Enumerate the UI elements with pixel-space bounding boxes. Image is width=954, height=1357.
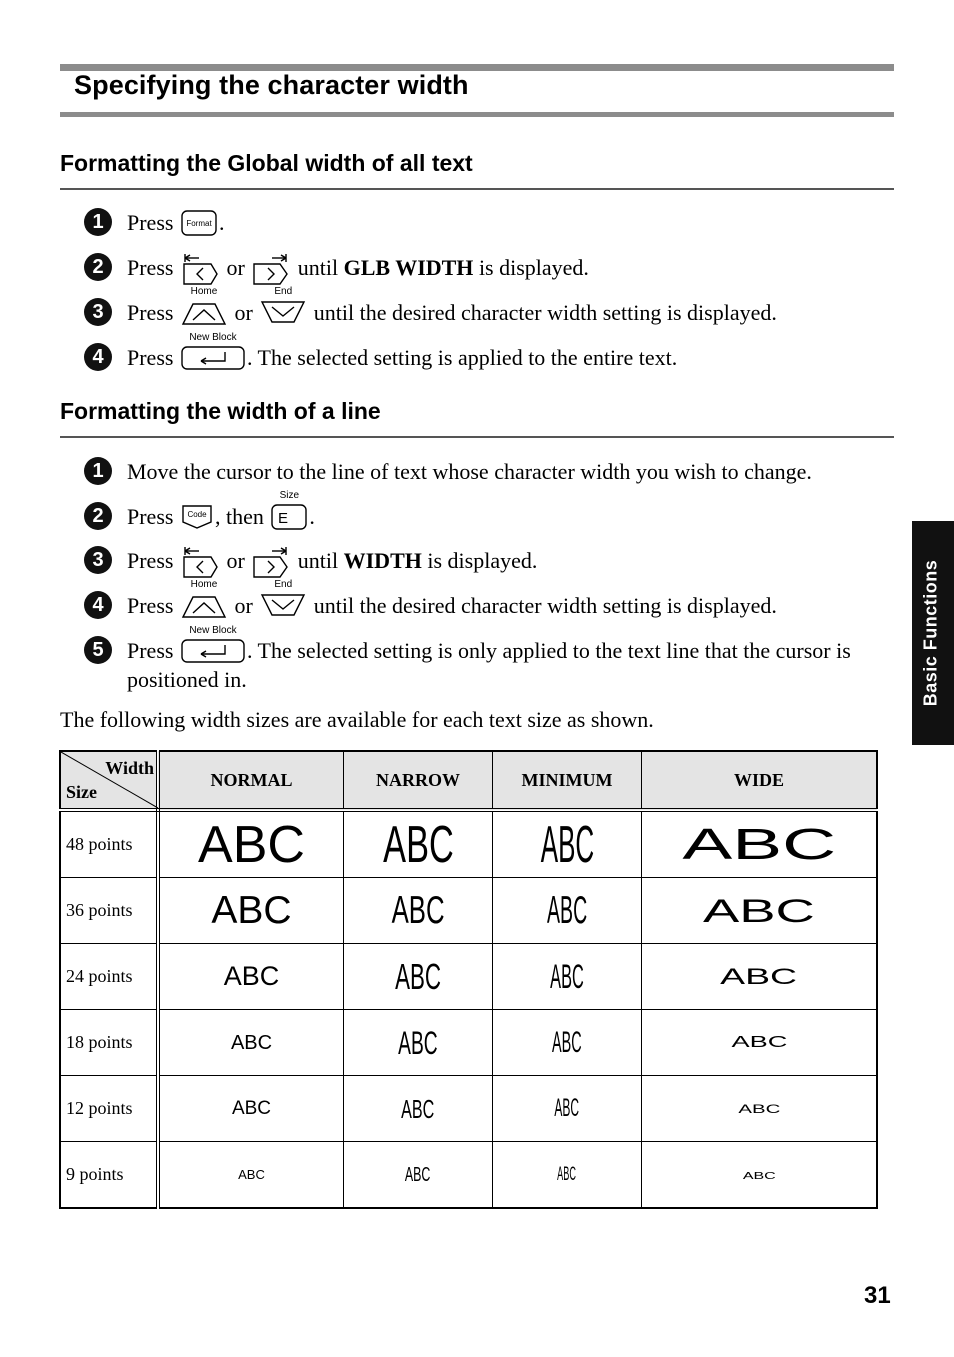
step-text: or [226,255,245,281]
step-number: 4 [84,591,112,619]
line-step-2 [127,489,315,532]
down-arrow-key-icon [260,578,306,619]
step-number: 1 [84,457,112,485]
line-step-4 [127,578,777,621]
line-step-5 [127,624,851,665]
step-text: . The selected setting is only applied to the text line that the cursor is [246,638,851,663]
home-key-label: Home [190,285,218,297]
step-text: or [226,548,245,574]
step-text: Press [127,593,174,618]
sample-normal: ABC [158,1076,344,1142]
section-tab-label: Basic Functions [920,559,941,707]
sample-narrow: ABC [344,1010,493,1076]
line-rule [60,436,894,438]
step-bold-text: WIDTH [343,548,422,574]
width-table [59,750,878,1209]
step-text: . The selected setting is applied to the entire text. [246,345,678,370]
column-header-minimum: MINIMUM [493,751,642,810]
step-number: 2 [84,253,112,281]
step-number: 3 [84,546,112,574]
step-text: until [297,548,339,574]
line-step-1: Move the cursor to the line of text whose character width you wish to change. [127,459,812,484]
step-number: 4 [84,343,112,371]
sample-normal: ABC [158,1142,344,1209]
column-header-narrow: NARROW [344,751,493,810]
step-text: until [297,255,339,281]
global-step-2 [127,253,589,287]
page-number: 31 [864,1282,891,1309]
e-key-label: E [278,509,289,527]
sample-normal: ABC [158,944,344,1010]
sample-normal: ABC [158,810,344,878]
enter-key-icon [181,624,245,663]
step-text: Press [127,504,174,529]
step-text: . [218,210,225,235]
size-label: 12 points [60,1076,158,1142]
global-step-3 [127,285,777,328]
size-label: 24 points [60,944,158,1010]
step-text: Press [127,638,174,663]
sample-minimum: ABC [493,1142,642,1209]
title-bar-bottom [60,112,894,117]
sample-wide: ABC [642,1142,878,1209]
step-text: is displayed. [478,255,589,281]
sample-wide: ABC [642,1076,878,1142]
table-header-row [60,751,877,810]
sample-wide: ABC [642,810,878,878]
step-text: Press [127,548,174,574]
step-bold-text: GLB WIDTH [343,255,474,281]
table-corner-cell [60,751,158,810]
step-text: until the desired character width setting is displayed. [313,593,777,618]
end-key-label: End [274,578,293,590]
step-text: Press [127,210,174,235]
size-label: 36 points [60,878,158,944]
new-block-key-label: New Block [189,331,237,343]
step-text: , then [214,504,264,529]
global-heading: Formatting the Global width of all text [60,150,473,176]
table-row [60,810,877,878]
step-number: 1 [84,208,112,236]
home-key-label: Home [190,578,218,590]
sample-minimum: ABC [493,810,642,878]
step-text: or [234,300,253,325]
step-text: until the desired character width setting is displayed. [313,300,777,325]
size-label: 9 points [60,1142,158,1209]
sample-minimum: ABC [493,878,642,944]
sample-normal: ABC [158,878,344,944]
sample-wide: ABC [642,1010,878,1076]
step-text: Press [127,345,174,370]
step-number: 5 [84,636,112,664]
table-row [60,1142,877,1209]
global-step-1 [127,208,224,238]
size-key-label: Size [279,489,300,501]
table-intro: The following width sizes are available for each text size as shown. [60,707,654,732]
corner-width-label: Width [105,758,154,778]
left-arrow-key-icon [181,544,219,578]
corner-size-label: Size [66,782,97,802]
line-step-5-continued: positioned in. [127,667,247,692]
step-text: Press [127,255,174,281]
sample-normal: ABC [158,1010,344,1076]
sample-minimum: ABC [493,1010,642,1076]
column-header-wide: WIDE [642,751,878,810]
line-heading: Formatting the width of a line [60,398,381,424]
sample-minimum: ABC [493,944,642,1010]
step-text: . [309,504,315,529]
up-arrow-key-icon [181,285,227,326]
global-step-4 [127,331,678,372]
sample-narrow: ABC [344,1076,493,1142]
table-row [60,1076,877,1142]
table-row [60,878,877,944]
sample-narrow: ABC [344,1142,493,1209]
step-number: 3 [84,298,112,326]
global-rule [60,188,894,190]
e-key-icon [271,489,307,530]
up-arrow-key-icon [181,578,227,619]
code-key-icon [181,504,213,530]
step-text: or [234,593,253,618]
column-header-normal: NORMAL [158,751,344,810]
format-key-icon [181,210,217,236]
left-arrow-key-icon [181,251,219,285]
sample-minimum: ABC [493,1076,642,1142]
right-arrow-key-icon [252,251,290,285]
sample-narrow: ABC [344,944,493,1010]
new-block-key-label: New Block [189,624,237,636]
sample-narrow: ABC [344,878,493,944]
enter-key-icon [181,331,245,370]
step-text: is displayed. [427,548,538,574]
format-key-label: Format [186,218,212,228]
size-label: 18 points [60,1010,158,1076]
step-number: 2 [84,502,112,530]
table-row [60,944,877,1010]
right-arrow-key-icon [252,544,290,578]
sample-wide: ABC [642,944,878,1010]
line-step-3 [127,546,537,580]
step-text: Press [127,300,174,325]
page-title: Specifying the character width [74,70,469,100]
sample-wide: ABC [642,878,878,944]
sample-narrow: ABC [344,810,493,878]
down-arrow-key-icon [260,285,306,326]
table-row [60,1010,877,1076]
code-key-label: Code [187,509,207,519]
end-key-label: End [274,285,293,297]
size-label: 48 points [60,810,158,878]
